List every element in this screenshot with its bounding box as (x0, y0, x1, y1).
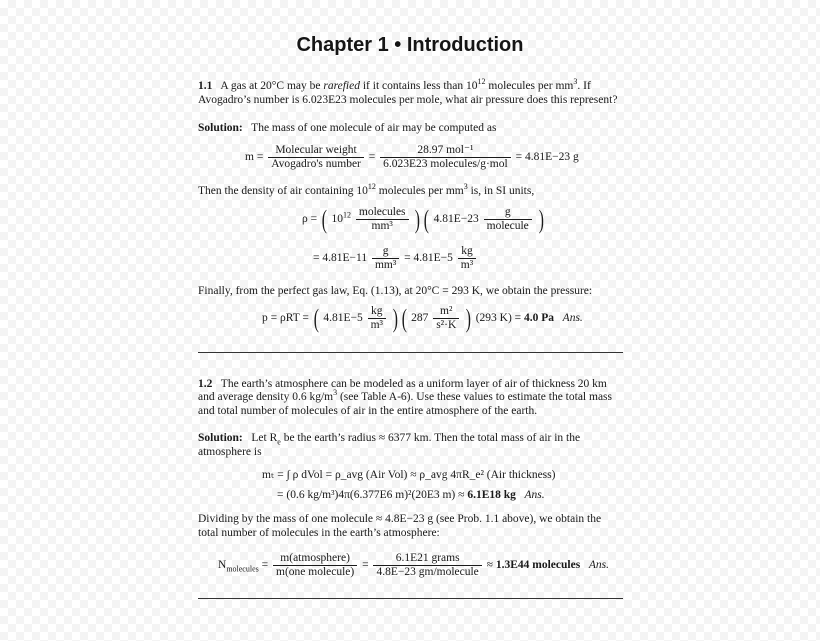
denominator: mm³ (371, 220, 393, 232)
fraction (458, 245, 476, 272)
fraction (368, 305, 386, 332)
eq-lhs: p = ρRT = (262, 312, 309, 325)
paren-close: ) (465, 303, 472, 333)
numerator: kg (458, 245, 476, 259)
eq-sign: = (368, 151, 376, 164)
paren-close: ) (538, 204, 544, 234)
eq-lhs: m = (245, 151, 264, 164)
equation-density-result (313, 245, 478, 272)
solution-1-2-line2: atmosphere is (198, 446, 262, 458)
numerator: g (484, 206, 532, 220)
section-divider (198, 598, 623, 599)
problem-1-2-statement-line3: and total number of molecules of air in the entire atmosphere of the earth. (198, 405, 538, 417)
section-divider (198, 352, 623, 353)
text: Let R (251, 432, 278, 444)
equation-mass-molecule (245, 144, 579, 171)
numerator: m(atmosphere) (273, 552, 357, 566)
fraction (356, 206, 409, 233)
statement-text: A gas at 20°C may be (220, 80, 321, 92)
solution-1-2-line1 (198, 431, 580, 445)
chapter-title: Chapter 1 • Introduction (296, 34, 524, 56)
denominator: m³ (370, 319, 383, 331)
value: 4.81E−23 (433, 213, 479, 226)
paren-open: ( (423, 204, 430, 234)
numerator: kg (368, 305, 386, 319)
divide-text-line2: total number of molecules in the earth’s atmosphere: (198, 527, 440, 539)
subscript: molecules (226, 564, 259, 574)
eq-lhs: ρ = (302, 213, 318, 226)
numerator: 28.97 mol⁻¹ (380, 144, 511, 158)
solution-1-1-intro (198, 121, 496, 135)
denominator: 4.8E−23 gm/molecule (376, 566, 479, 578)
fraction (372, 245, 399, 272)
paren-open: ( (401, 303, 407, 333)
equation-total-mass: mₜ = ∫ ρ dVol = ρ_avg (Air Vol) ≈ ρ_avg 4πR_e² (Air thickness) (262, 469, 556, 481)
denominator: m(one molecule) (276, 566, 355, 578)
statement-text: if it contains less than 10 (362, 80, 478, 92)
statement-text: molecules per mm (488, 80, 574, 92)
problem-1-1-statement-line1 (198, 79, 591, 93)
superscript: 3 (463, 182, 468, 192)
fraction (484, 206, 532, 233)
answer-label: Ans. (562, 312, 583, 325)
fraction (380, 144, 511, 171)
eq-result: = 4.81E−23 g (515, 151, 579, 164)
fraction (433, 305, 459, 332)
equation-total-mass-result (277, 489, 545, 501)
equation-pressure (262, 305, 583, 332)
divide-text-line1: Dividing by the mass of one molecule ≈ 4.8E−23 g (see Prob. 1.1 above), we obtain the (198, 513, 602, 525)
density-intro (198, 184, 534, 198)
value: = 4.81E−11 (313, 252, 368, 265)
paren-close: ) (392, 303, 398, 333)
superscript: 12 (343, 210, 352, 220)
statement-text: The earth’s atmosphere can be modeled as a uniform layer of air of thickness 20 km (220, 378, 607, 390)
superscript: 3 (333, 388, 338, 398)
eq-result: 6.1E18 kg (467, 489, 516, 501)
numerator: molecules (356, 206, 409, 220)
denominator: mm³ (374, 259, 397, 271)
answer-label: Ans. (524, 489, 545, 501)
numerator: Molecular weight (268, 144, 364, 158)
solution-label: Solution: (198, 122, 243, 134)
problem-1-1-statement-line2: Avogadro’s number is 6.023E23 molecules per mole, what air pressure does this represent? (198, 94, 618, 106)
fraction (273, 552, 357, 579)
paren-close: ) (415, 204, 421, 234)
text: Then the density of air containing 10 (198, 185, 368, 197)
paren-open: ( (321, 204, 327, 234)
value: 4.81E−5 (323, 312, 363, 325)
problem-number: 1.1 (198, 80, 213, 92)
eq-result: 1.3E44 molecules (495, 559, 581, 572)
text: is, in SI units, (470, 185, 535, 197)
eq-tail: (293 K) = (475, 312, 522, 325)
statement-text: (see Table A-6). Use these values to estimate the total mass (339, 391, 612, 403)
fraction (268, 144, 364, 171)
statement-text: . If (577, 80, 591, 92)
denominator: 6.023E23 molecules/g·mol (383, 158, 508, 170)
value: = (0.6 kg/m³)4π(6.377E6 m)²(20E3 m) ≈ (277, 489, 465, 501)
denominator: molecule (486, 220, 529, 232)
denominator: Avogadro's number (271, 158, 361, 170)
value: 287 (411, 312, 429, 325)
problem-1-2-statement-line2 (198, 390, 612, 404)
paren-open: ( (313, 303, 319, 333)
answer-label: Ans. (588, 559, 609, 572)
equation-density (302, 206, 545, 233)
statement-emphasis: rarefied (323, 80, 360, 92)
denominator: m³ (460, 259, 474, 271)
text: be the earth’s radius ≈ 6377 km. Then the total mass of air in the (283, 432, 581, 444)
finally-text: Finally, from the perfect gas law, Eq. (1.13), at 20°C = 293 K, we obtain the pressure: (198, 285, 593, 297)
text: molecules per mm (378, 185, 464, 197)
superscript: 12 (477, 77, 486, 87)
eq-result: 4.0 Pa (524, 312, 555, 325)
statement-text: and average density 0.6 kg/m (198, 391, 334, 403)
numerator: g (372, 245, 399, 259)
numerator: 6.1E21 grams (373, 552, 481, 566)
problem-1-2-statement-line1 (198, 377, 607, 391)
denominator: s²·K (436, 319, 457, 331)
superscript: 3 (573, 77, 578, 87)
value: = 4.81E−5 (404, 252, 453, 265)
problem-number: 1.2 (198, 378, 213, 390)
superscript: 12 (367, 182, 376, 192)
solution-text: The mass of one molecule of air may be computed as (251, 122, 497, 134)
equation-molecule-count: $N_{molecules}$ = $\frac{\text{m(atmosphere)}}{\text{m(one molecule)}}$ = $\frac{\text{6.1E21 grams}}{\text{4.8E−23 gm/molecule}}$ ≈ 1.3E44 molecules Ans. (218, 552, 609, 578)
subscript: e (277, 437, 281, 447)
numerator: m² (433, 305, 459, 319)
fraction (373, 552, 481, 579)
eq-lhs: N (218, 559, 227, 572)
solution-label: Solution: (198, 432, 243, 444)
coefficient: 10 (331, 213, 344, 226)
